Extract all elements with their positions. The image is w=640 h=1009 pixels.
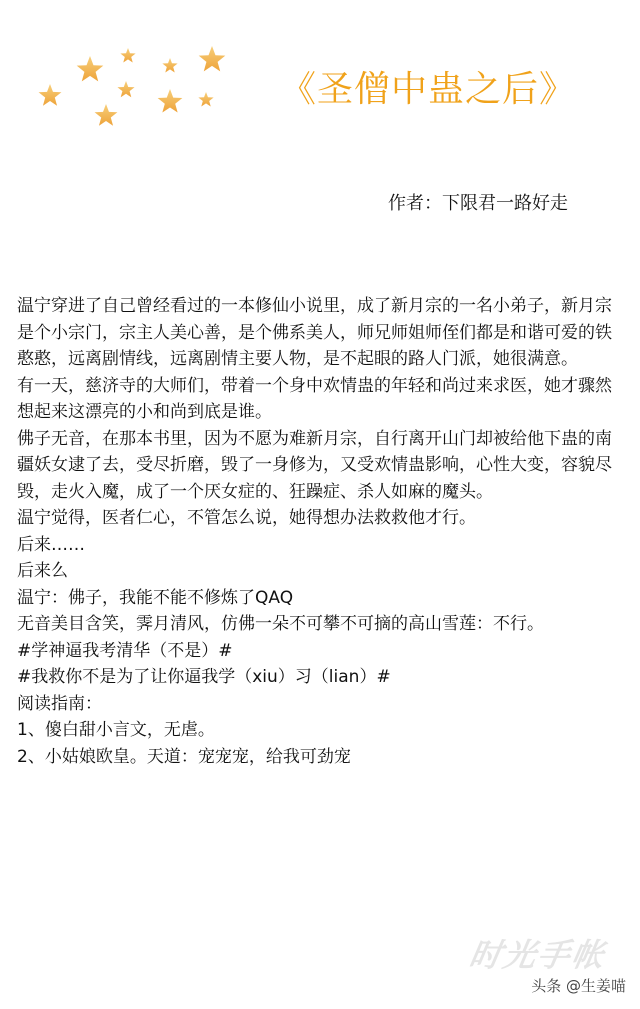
paragraph: 温宁：佛子，我能不能不修炼了QAQ: [17, 587, 294, 608]
star-icon: [158, 89, 183, 113]
star-icon: [162, 58, 177, 72]
star-icon: [120, 48, 135, 62]
star-icon: [117, 81, 134, 97]
star-icon: [198, 92, 213, 106]
paragraph: 后来么: [17, 561, 68, 581]
paragraph: 1、傻白甜小言文，无虐。: [17, 720, 215, 740]
paragraph: #我救你不是为了让你逼我学（xiu）习（lian）#: [17, 667, 391, 687]
book-title: 《圣僧中蛊之后》: [280, 69, 577, 110]
paragraph: 2、小姑娘欧皇。天道：宠宠宠，给我可劲宠: [17, 746, 351, 767]
source-credit: 头条 @生姜喵: [531, 977, 626, 995]
paragraph: #学神逼我考清华（不是）#: [17, 640, 233, 661]
paragraph: 后来……: [17, 534, 85, 555]
paragraph: 温宁觉得，医者仁心，不管怎么说，她得想办法救救他才行。: [17, 508, 476, 528]
star-icon: [39, 84, 62, 106]
stars-decoration: [30, 38, 240, 138]
paragraph: 温宁穿进了自己曾经看过的一本修仙小说里，成了新月宗的一名小弟子，新月宗是个小宗门，宗主人美心善，是个佛系美人，师兄师姐师侄们都是和谐可爱的铁憨憨，远离剧情线，远离剧情主要人物，是不起眼的路人门派，她很满意。: [17, 296, 612, 369]
watermark-logo: 时光手帐: [466, 936, 610, 974]
paragraph: 有一天，慈济寺的大师们，带着一个身中欢情蛊的年轻和尚过来求医，她才骤然想起来这漂亮的小和尚到底是谁。: [17, 375, 612, 422]
paragraph: 佛子无音，在那本书里，因为不愿为难新月宗，自行离开山门却被给他下蛊的南疆妖女逮了去，受尽折磨，毁了一身修为，又受欢情蛊影响，心性大变，容貌尽毁，走火入魔，成了一个厌女症的、狂躁症、杀人如麻的魔头。: [17, 428, 612, 502]
star-icon: [77, 56, 104, 81]
author-line: 作者：下限君一路好走: [388, 193, 568, 214]
star-icon: [95, 104, 118, 126]
star-icon: [199, 46, 226, 71]
paragraph: 阅读指南：: [17, 693, 102, 714]
paragraph: 无音美目含笑，霁月清风，仿佛一朵不可攀不可摘的高山雪莲：不行。: [17, 614, 544, 634]
synopsis: [17, 293, 625, 770]
